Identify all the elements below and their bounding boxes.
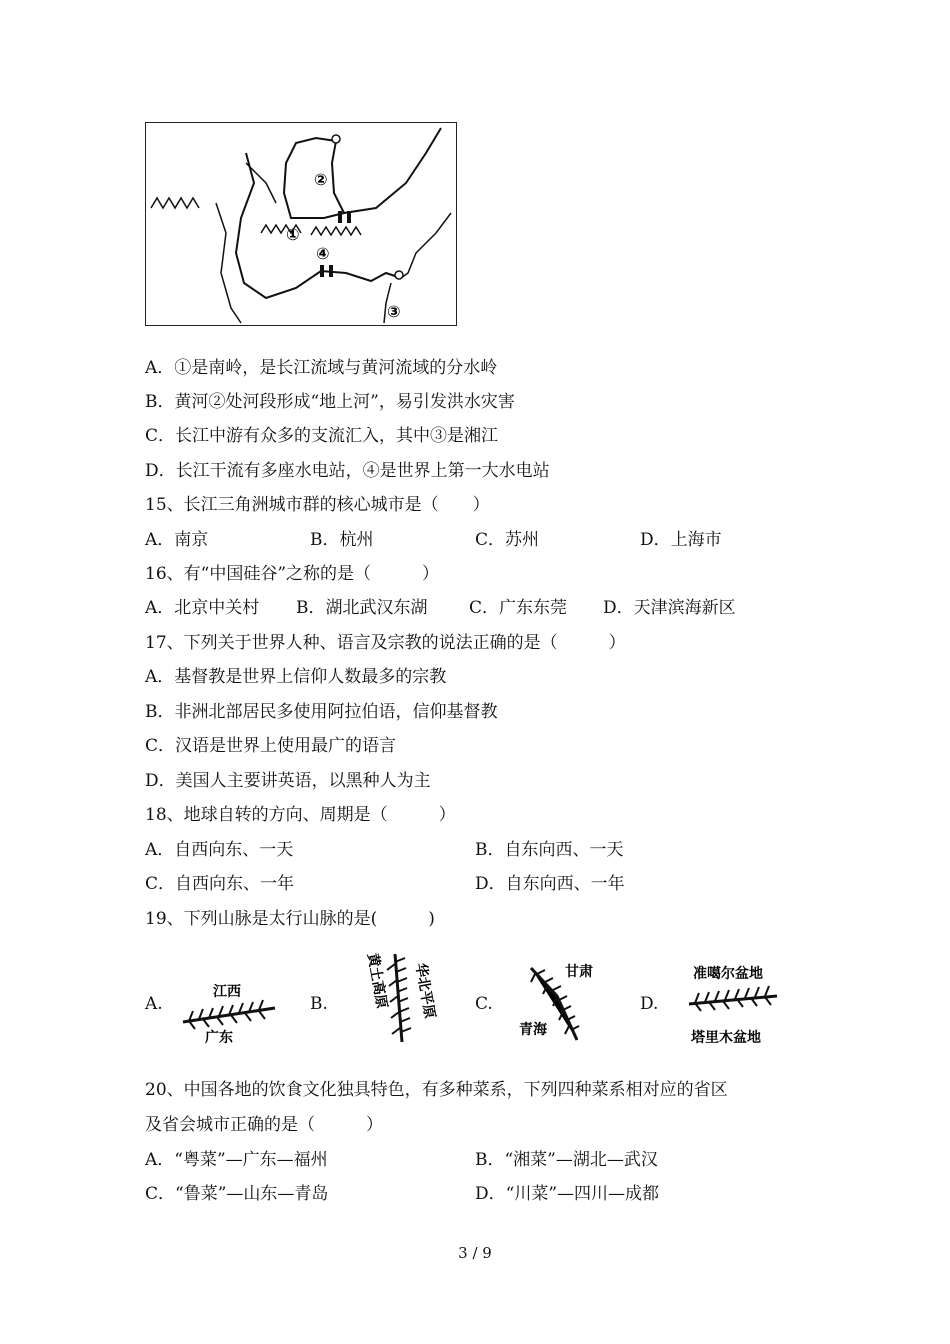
lake-dot <box>395 271 403 279</box>
q19-a-label-jiangxi: 江西 <box>213 984 241 1000</box>
q19-d-label-junggar: 准噶尔盆地 <box>693 966 763 982</box>
yellow-river <box>332 128 441 213</box>
river-map-figure <box>145 122 457 326</box>
q14-option-b: B．黄河②处河段形成“地上河”，易引发洪水灾害 <box>145 392 515 412</box>
yangtze-tributary <box>216 203 241 323</box>
map-label-2: ② <box>314 170 328 189</box>
dam-marker-north-2 <box>347 211 351 223</box>
q18-option-a: A．自西向东、一天 <box>145 840 294 860</box>
q16-option-c: C．广东东莞 <box>469 598 568 618</box>
q15-option-d: D．上海市 <box>640 530 722 550</box>
q15-option-c: C．苏州 <box>475 530 540 550</box>
q19-option-d-figure <box>685 950 795 1050</box>
q19-stem: 19、下列山脉是太行山脉的是( ) <box>145 909 435 929</box>
q19-letter-c: C. <box>475 994 493 1014</box>
q16-option-a: A．北京中关村 <box>145 598 260 618</box>
mountain-range-west <box>151 198 199 208</box>
q19-letter-d: D. <box>640 994 659 1014</box>
dam-marker-north <box>338 211 342 223</box>
q19-option-c-figure <box>505 950 615 1050</box>
map-label-3: ③ <box>387 302 401 321</box>
q16-stem: 16、有“中国硅谷”之称的是（ ） <box>145 564 440 584</box>
q20-option-c: C．“鲁菜”—山东—青岛 <box>145 1184 329 1204</box>
q19-b-label-north-china-plain: 华北平原 <box>412 961 438 1020</box>
q20-stem-line2: 及省会城市正确的是（ ） <box>145 1115 383 1135</box>
q19-a-label-guangdong: 广东 <box>205 1030 233 1046</box>
q17-stem: 17、下列关于世界人种、语言及宗教的说法正确的是（ ） <box>145 633 626 653</box>
map-label-1: ① <box>286 225 300 244</box>
q18-option-c: C．自西向东、一年 <box>145 874 295 894</box>
q16-option-d: D．天津滨海新区 <box>603 598 736 618</box>
q18-option-b: B．自东向西、一天 <box>475 840 624 860</box>
q20-option-a: A．“粤菜”—广东—福州 <box>145 1150 328 1170</box>
q15-option-a: A．南京 <box>145 530 209 550</box>
page-number: 3 / 9 <box>458 1244 492 1262</box>
q20-stem-line1: 20、中国各地的饮食文化独具特色，有多种菜系，下列四种菜系相对应的省区 <box>145 1080 728 1100</box>
q20-option-d: D．“川菜”—四川—成都 <box>475 1184 660 1204</box>
q19-letter-b: B. <box>310 994 328 1014</box>
q19-d-label-tarim: 塔里木盆地 <box>691 1030 761 1046</box>
q19-c-label-gansu: 甘肃 <box>565 964 593 980</box>
q18-stem: 18、地球自转的方向、周期是（ ） <box>145 805 456 825</box>
q17-option-a: A．基督教是世界上信仰人数最多的宗教 <box>145 667 447 687</box>
q14-option-a: A．①是南岭，是长江流域与黄河流域的分水岭 <box>145 358 498 378</box>
q19-c-label-qinghai: 青海 <box>519 1022 547 1038</box>
q16-option-b: B．湖北武汉东湖 <box>296 598 428 618</box>
q17-option-c: C．汉语是世界上使用最广的语言 <box>145 736 397 756</box>
q19-b-label-loess-plateau: 黄土高原 <box>364 951 390 1010</box>
river-map-svg <box>146 123 455 324</box>
mountain-range-4 <box>311 227 361 235</box>
q20-option-b: B．“湘菜”—湖北—武汉 <box>475 1150 658 1170</box>
q19-option-a-figure <box>175 950 285 1050</box>
dam-marker-south-2 <box>329 265 333 277</box>
q15-stem: 15、长江三角洲城市群的核心城市是（ ） <box>145 495 490 515</box>
q14-option-c: C．长江中游有众多的支流汇入，其中③是湘江 <box>145 426 499 446</box>
q15-option-b: B．杭州 <box>310 530 374 550</box>
coastline <box>401 213 451 278</box>
q18-option-d: D．自东向西、一年 <box>475 874 625 894</box>
map-label-4: ④ <box>316 244 330 263</box>
q17-option-d: D．美国人主要讲英语，以黑种人为主 <box>145 771 431 791</box>
q19-letter-a: A. <box>145 994 163 1014</box>
river-source-dot <box>332 135 340 143</box>
q14-option-d: D．长江干流有多座水电站，④是世界上第一大水电站 <box>145 461 550 481</box>
q17-option-b: B．非洲北部居民多使用阿拉伯语，信仰基督教 <box>145 702 498 722</box>
dam-marker-south <box>320 265 324 277</box>
q19-d-mountain <box>689 996 777 1004</box>
q19-option-b-figure <box>340 950 450 1050</box>
